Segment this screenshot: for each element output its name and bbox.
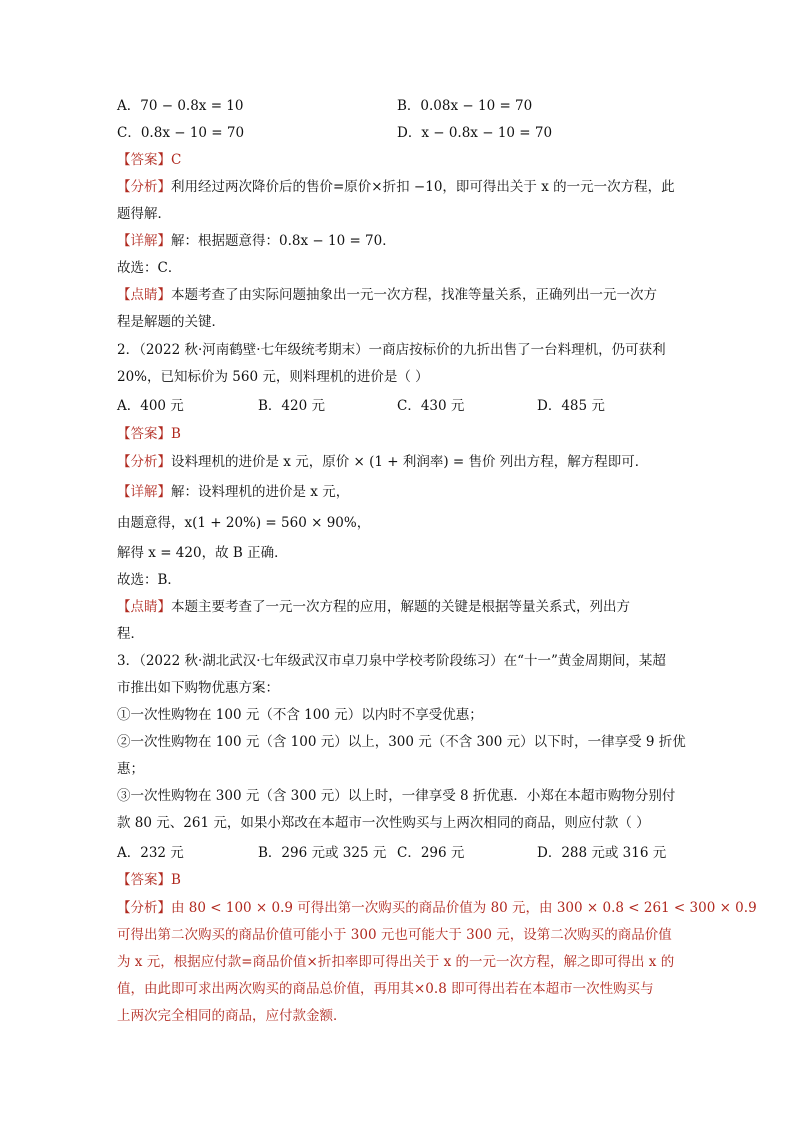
q1-option-c: C．0.8x − 10 = 70 [117,125,245,141]
q3-rule-2-cont: 惠； [117,761,144,777]
q3-stem-cont: 市推出如下购物优惠方案： [117,680,279,696]
q3-option-c: C．296 元 [397,845,465,861]
q2-option-b: B．420 元 [258,398,325,414]
q1-comment: 【点睛】本题考查了由实际问题抽象出一元一次方程，找准等量关系，正确列出一元一次方 [117,287,657,303]
q1-detail: 【详解】解：根据题意得：0.8x − 10 = 70． [117,233,396,249]
q3-option-b: B．296 元或 325 元 [258,845,387,861]
q3-answer: 【答案】B [117,872,181,888]
q1-option-b: B．0.08x − 10 = 70 [397,98,533,114]
q1-choose: 故选：C． [117,260,182,276]
q3-analysis-cont-3: 值，由此即可求出两次购买的商品总价值，再用其×0.8 即可得出若在本超市一次性购买与 [117,981,654,997]
q2-answer: 【答案】B [117,426,181,442]
q1-comment-cont: 程是解题的关键． [117,314,225,330]
q3-rule-1: ①一次性购物在 100 元（不含 100 元）以内时不享受优惠； [117,707,483,723]
q2-stem: 2．（2022 秋·河南鹤壁·七年级统考期末）一商店按标价的九折出售了一台料理机，仍可获利 [117,342,666,358]
q1-option-a: A．70 − 0.8x = 10 [117,98,244,114]
q2-detail-eq: 由题意得，x(1 + 20%) = 560 × 90%， [117,515,371,531]
q2-option-a: A．400 元 [117,398,184,414]
q1-answer: 【答案】C [117,152,182,168]
q2-option-c: C．430 元 [397,398,465,414]
q3-analysis-cont-2: 为 x 元，根据应付款=商品价值×折扣率即可得出关于 x 的一元一次方程，解之即可得出 x 的 [117,954,675,970]
q1-option-d: D．x − 0.8x − 10 = 70 [397,125,553,141]
q2-detail: 【详解】解：设料理机的进价是 x 元， [117,484,350,500]
q3-rule-3-cont: 款 80 元、261 元，如果小郑改在本超市一次性购买与上两次相同的商品，则应付款（ ） [117,815,650,831]
q2-analysis: 【分析】设料理机的进价是 x 元，原价 × (1 + 利润率) = 售价 列出方程，解方程即可． [117,454,649,470]
q2-detail-solve: 解得 x = 420，故 B 正确． [117,545,288,561]
q1-analysis-cont: 题得解． [117,206,171,222]
q3-option-a: A．232 元 [117,845,184,861]
q3-analysis: 【分析】由 80 < 100 × 0.9 可得出第一次购买的商品价值为 80 元，由 300 × 0.8 < 261 < 300 × 0.9 [117,900,757,916]
q3-rule-3: ③一次性购物在 300 元（含 300 元）以上时，一律享受 8 折优惠．小郑在本超市购物分别付 [117,788,676,804]
q3-rule-2: ②一次性购物在 100 元（含 100 元）以上，300 元（不含 300 元）以下时，一律享受 9 折优 [117,734,686,750]
q2-comment-cont: 程． [117,626,144,642]
q3-analysis-cont-1: 可得出第二次购买的商品价值可能小于 300 元也可能大于 300 元，设第二次购买的商品价值 [117,927,672,943]
q2-stem-cont: 20%，已知标价为 560 元，则料理机的进价是（ ） [117,369,429,385]
q1-analysis: 【分析】利用经过两次降价后的售价=原价×折扣 −10，即可得出关于 x 的一元一次方程，此 [117,179,675,195]
q3-option-d: D．288 元或 316 元 [537,845,667,861]
q3-stem: 3．（2022 秋·湖北武汉·七年级武汉市卓刀泉中学校考阶段练习）在“十一”黄金周期间，某超 [117,653,666,669]
q2-choose: 故选：B． [117,572,181,588]
q2-comment: 【点睛】本题主要考查了一元一次方程的应用，解题的关键是根据等量关系式，列出方 [117,599,630,615]
q3-analysis-cont-4: 上两次完全相同的商品，应付款金额． [117,1008,347,1024]
q2-option-d: D．485 元 [537,398,605,414]
